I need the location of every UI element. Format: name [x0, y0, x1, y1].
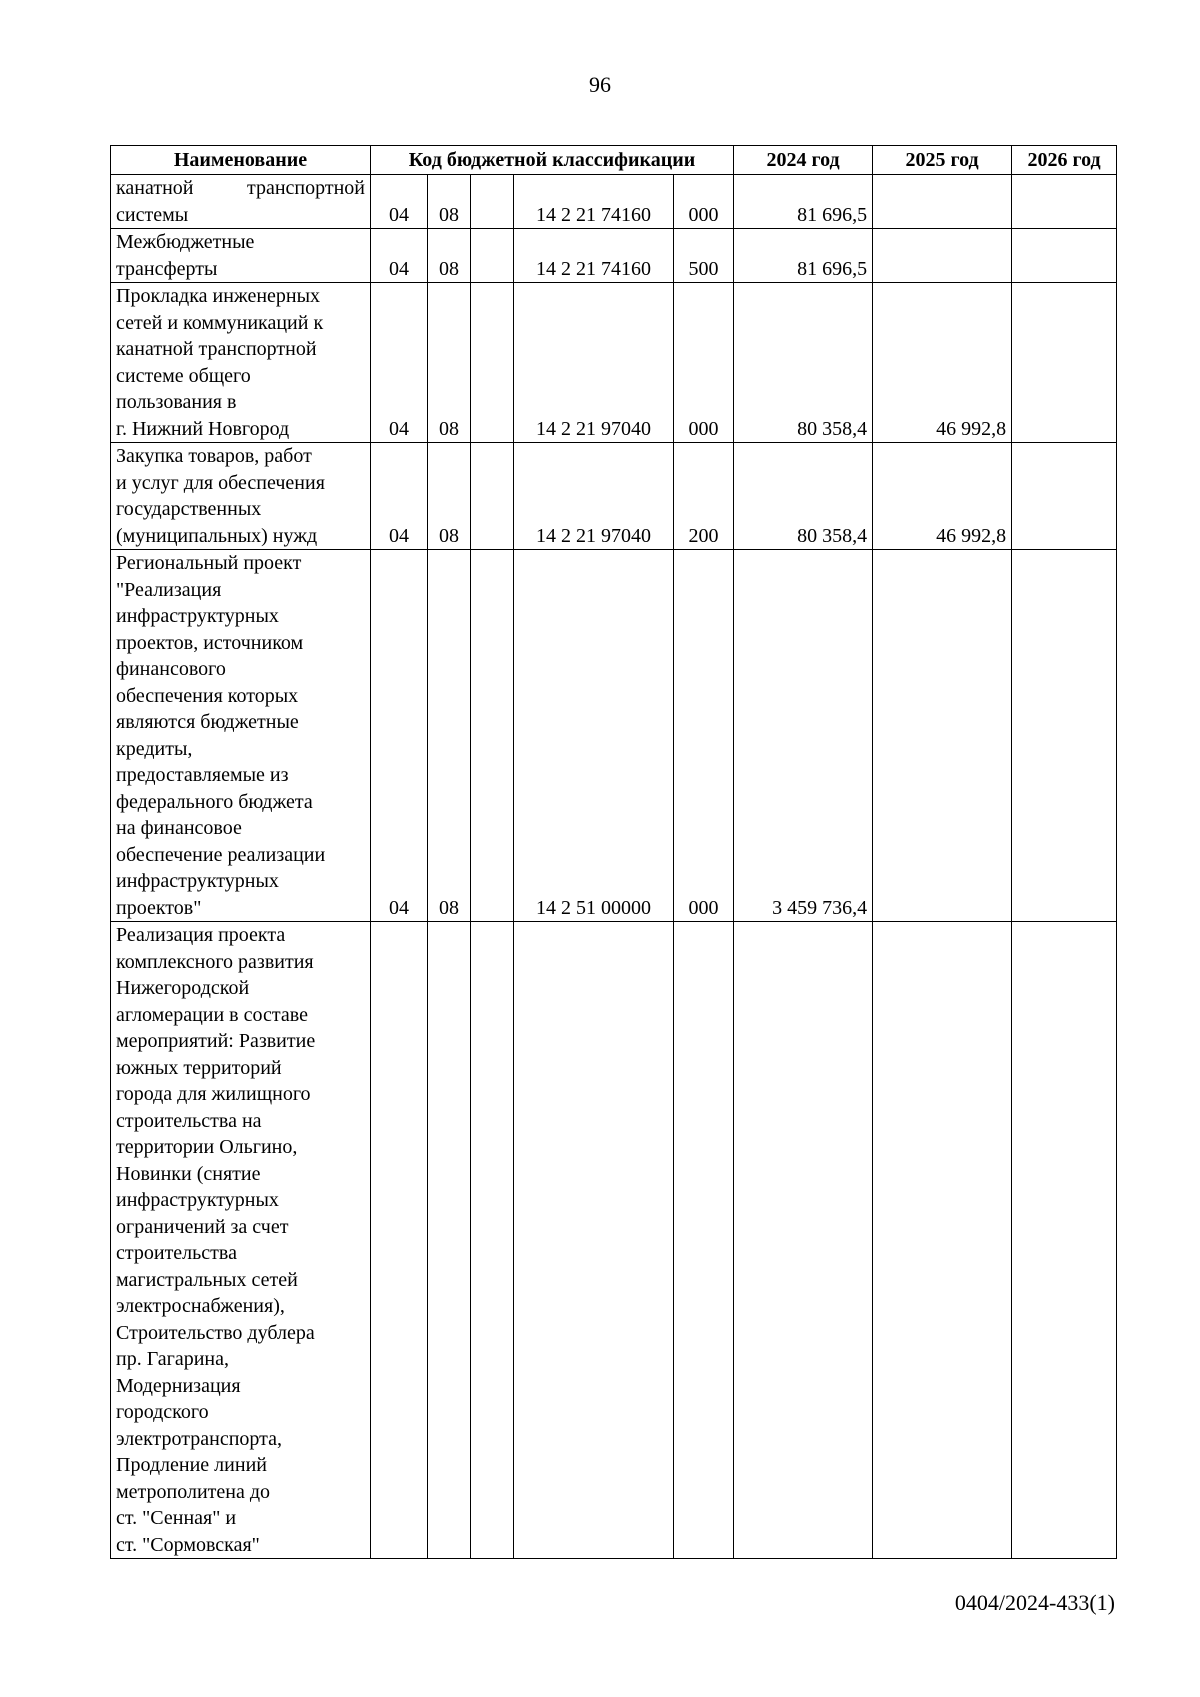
value-2024: 3 459 736,4 — [734, 550, 873, 922]
header-2026: 2026 год — [1012, 146, 1117, 175]
row-name-line: г. Нижний Новгород — [116, 417, 290, 440]
row-name-line: Прокладка инженерных — [116, 285, 321, 307]
row-name-line: федерального бюджета — [116, 790, 313, 813]
table-header-row — [111, 146, 1117, 175]
row-name-line: пр. Гагарина, — [116, 1348, 230, 1370]
value-2025: 46 992,8 — [873, 283, 1012, 443]
code-section — [371, 922, 428, 1559]
row-name-line: Строительство дублера — [116, 1321, 315, 1344]
row-name-line: южных территорий — [116, 1056, 282, 1079]
row-name-line: метрополитена до — [116, 1480, 271, 1503]
row-name-line: пользования в — [116, 391, 237, 413]
code-section: 04 — [371, 443, 428, 550]
row-name-line: канатной транспортной — [116, 338, 317, 360]
code-subsection: 08 — [428, 175, 471, 229]
table-row — [111, 550, 1117, 922]
row-name — [111, 443, 371, 550]
code-expense-type — [674, 922, 734, 1559]
row-name-line: Региональный проект — [116, 552, 302, 574]
row-name-line: территории Ольгино, — [116, 1136, 298, 1158]
code-section: 04 — [371, 175, 428, 229]
table-row — [111, 443, 1117, 550]
value-2024: 81 696,5 — [734, 175, 873, 229]
code-spacer — [471, 175, 514, 229]
row-name-line: ограничений за счет — [116, 1215, 289, 1238]
code-expense-type: 000 — [674, 283, 734, 443]
row-name-line: комплексного развития — [116, 950, 314, 973]
value-2024 — [734, 922, 873, 1559]
row-name-line: обеспечение реализации — [116, 843, 326, 866]
value-2026 — [1012, 922, 1117, 1559]
code-target-article: 14 2 21 97040 — [514, 283, 674, 443]
value-2025 — [873, 229, 1012, 283]
value-2024: 80 358,4 — [734, 283, 873, 443]
row-name-line: "Реализация — [116, 578, 222, 601]
code-section: 04 — [371, 229, 428, 283]
code-section: 04 — [371, 283, 428, 443]
budget-table — [110, 145, 1117, 1559]
code-section: 04 — [371, 550, 428, 922]
header-2025: 2025 год — [873, 146, 1012, 175]
header-2024: 2024 год — [734, 146, 873, 175]
code-spacer — [471, 550, 514, 922]
row-name-line: Закупка товаров, работ — [116, 445, 312, 467]
value-2026 — [1012, 229, 1117, 283]
code-spacer — [471, 283, 514, 443]
row-name-line: Новинки (снятие — [116, 1162, 261, 1185]
row-name-line: трансферты — [116, 257, 218, 280]
value-2026 — [1012, 175, 1117, 229]
row-name-line: ст. "Сенная" и — [116, 1507, 237, 1529]
value-2025: 46 992,8 — [873, 443, 1012, 550]
row-name-line: являются бюджетные — [116, 711, 299, 733]
row-name-line: финансового — [116, 658, 226, 680]
document-code: 0404/2024-433(1) — [954, 1590, 1115, 1615]
code-expense-type: 000 — [674, 550, 734, 922]
row-name-line: Межбюджетные — [116, 231, 255, 253]
row-name-line: предоставляемые из — [116, 764, 289, 786]
code-subsection: 08 — [428, 229, 471, 283]
table-body — [111, 175, 1117, 1559]
row-name-line: электроснабжения), — [116, 1295, 285, 1317]
table-row — [111, 229, 1117, 283]
row-name-line: инфраструктурных — [116, 1189, 279, 1211]
row-name-line: системе общего — [116, 364, 251, 387]
code-expense-type: 200 — [674, 443, 734, 550]
value-2024: 80 358,4 — [734, 443, 873, 550]
row-name-line: электротранспорта, — [116, 1427, 282, 1450]
row-name-line: инфраструктурных — [116, 605, 279, 627]
row-name-line: агломерации в составе — [116, 1003, 308, 1026]
row-name-line: кредиты, — [116, 737, 193, 760]
value-2025 — [873, 550, 1012, 922]
row-name-line: Продление линий — [116, 1454, 267, 1476]
row-name-line: Нижегородской — [116, 977, 250, 999]
row-name — [111, 283, 371, 443]
code-spacer — [471, 922, 514, 1559]
row-name-line: на финансовое — [116, 817, 242, 839]
code-spacer — [471, 229, 514, 283]
header-code: Код бюджетной классификации — [371, 146, 734, 175]
page-number: 96 — [589, 72, 611, 97]
row-name-line: проектов" — [116, 896, 202, 919]
row-name-line: обеспечения которых — [116, 684, 299, 707]
value-2026 — [1012, 550, 1117, 922]
table-row — [111, 175, 1117, 229]
value-2025 — [873, 175, 1012, 229]
row-name-line: Реализация проекта — [116, 924, 286, 946]
row-name — [111, 550, 371, 922]
row-name-line: Модернизация — [116, 1374, 241, 1397]
code-expense-type: 500 — [674, 229, 734, 283]
code-subsection: 08 — [428, 283, 471, 443]
table-row — [111, 922, 1117, 1559]
row-name-line: мероприятий: Развитие — [116, 1030, 316, 1052]
row-name — [111, 229, 371, 283]
code-target-article — [514, 922, 674, 1559]
row-name-line: магистральных сетей — [116, 1268, 298, 1291]
value-2025 — [873, 922, 1012, 1559]
row-name-line: строительства — [116, 1242, 237, 1264]
row-name-line: ст. "Сормовская" — [116, 1533, 260, 1556]
value-2024: 81 696,5 — [734, 229, 873, 283]
row-name-line: государственных — [116, 498, 262, 520]
code-subsection: 08 — [428, 443, 471, 550]
code-target-article: 14 2 21 97040 — [514, 443, 674, 550]
code-target-article: 14 2 21 74160 — [514, 229, 674, 283]
row-name: канатной транспортной системы — [111, 175, 371, 229]
code-subsection: 08 — [428, 550, 471, 922]
header-name: Наименование — [111, 146, 371, 175]
value-2026 — [1012, 283, 1117, 443]
row-name-line: сетей и коммуникаций к — [116, 311, 324, 334]
value-2026 — [1012, 443, 1117, 550]
row-name — [111, 922, 371, 1559]
row-name-line: (муниципальных) нужд — [116, 524, 318, 547]
table-row — [111, 283, 1117, 443]
code-expense-type: 000 — [674, 175, 734, 229]
code-target-article: 14 2 21 74160 — [514, 175, 674, 229]
row-name-line: и услуг для обеспечения — [116, 471, 325, 494]
row-name-line: строительства на — [116, 1109, 262, 1132]
code-spacer — [471, 443, 514, 550]
row-name-line: города для жилищного — [116, 1083, 311, 1105]
code-target-article: 14 2 51 00000 — [514, 550, 674, 922]
row-name-line: инфраструктурных — [116, 870, 279, 892]
code-subsection — [428, 922, 471, 1559]
row-name-line: проектов, источником — [116, 631, 304, 654]
row-name-line: городского — [116, 1401, 209, 1423]
